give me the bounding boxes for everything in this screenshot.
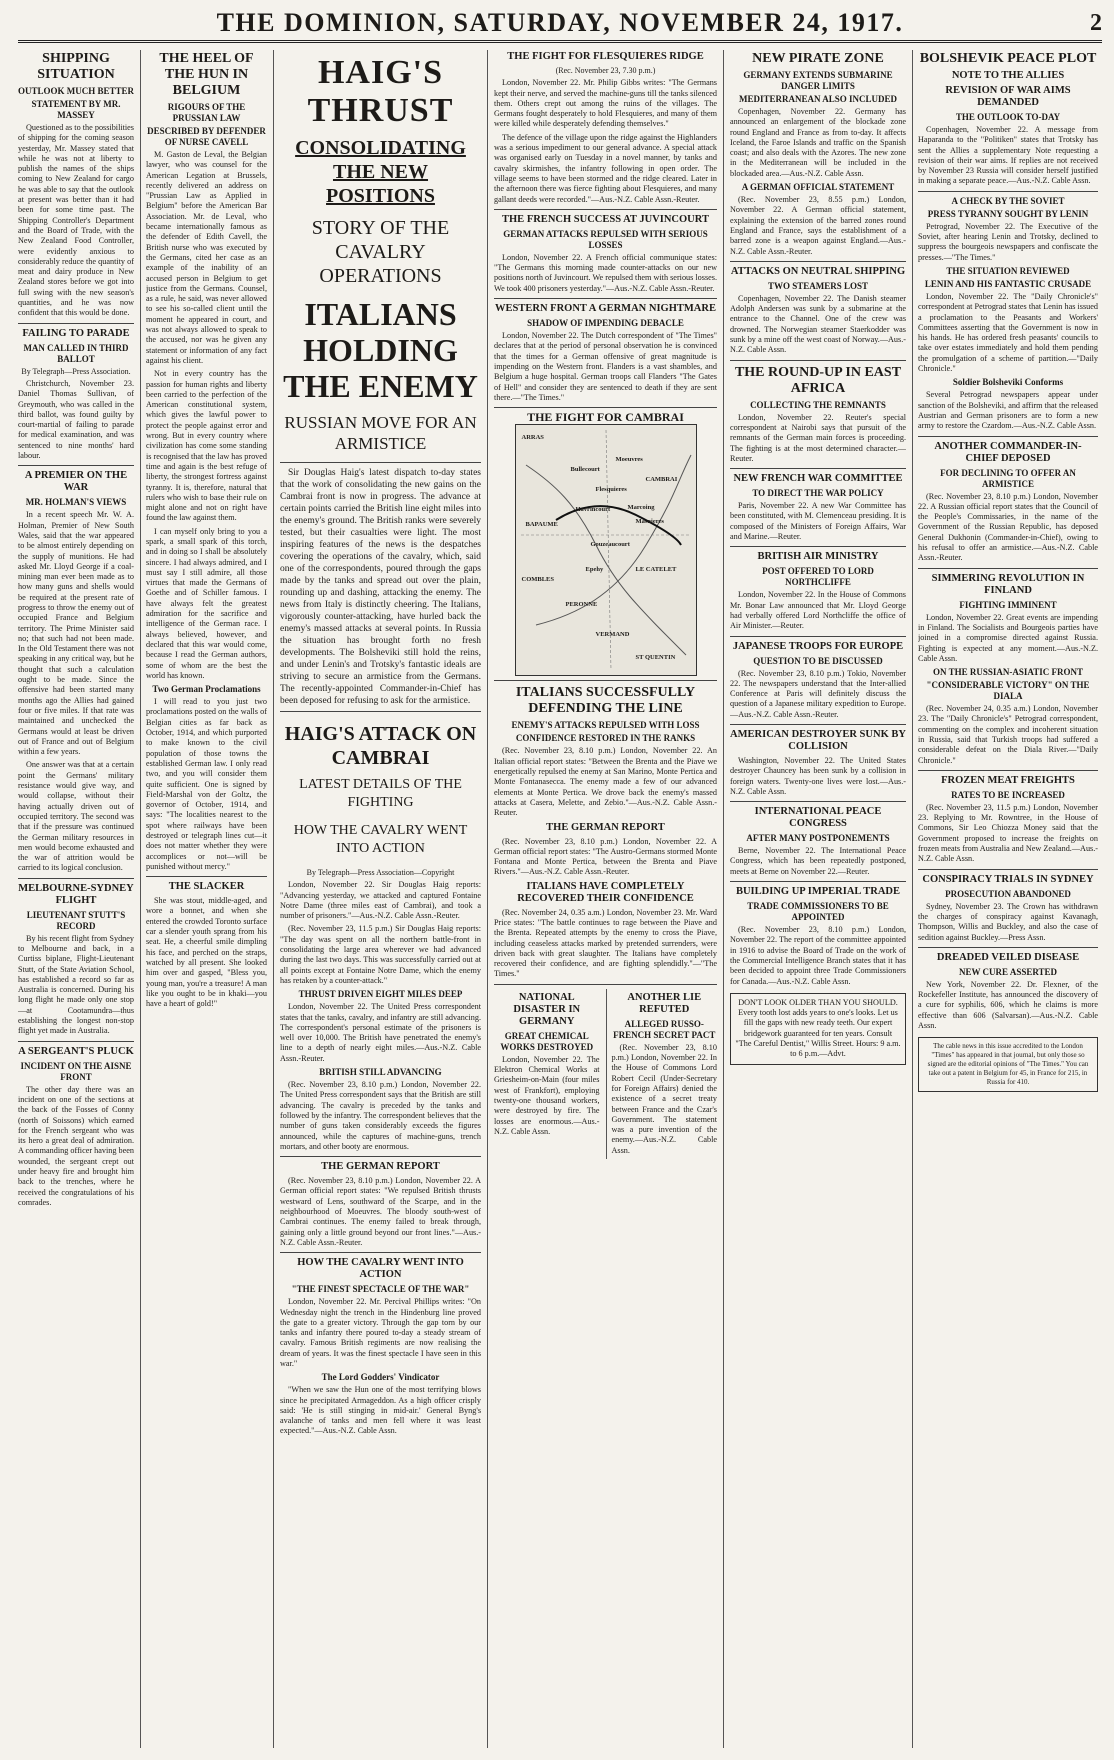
divider — [730, 636, 906, 637]
headline: JAPANESE TROOPS FOR EUROPE — [732, 640, 904, 652]
section-heading: Two German Proclamations — [152, 684, 261, 695]
article-text: I will read to you just two proclamations posted on the walls of Belgian cities as far back as October, 1914, and which purported to make known to the civil population of those towns the established German law. I only read two, and you will consider them quite sufficient. One is signed by Field-Marshal von der Goltz, the governor of October, 1914, and says: "The localities nearest to the spot where railways have been destroyed or telegraph lines cut—it does not matter whether they were accomplices or not—will be punished without mercy." — [146, 697, 267, 871]
subheadline: FOR DECLINING TO OFFER AN ARMISTICE — [940, 467, 1076, 489]
article-text: Copenhagen, November 22. A message from Haparanda to the "Politiken" states that Trotsky has sent the Allies a supplementary Note requesting a revision of their war aims. If replies are not received by November 23 Russia will consider herself justified in making a separate peace.—Aus.-N.Z. Cable Assn. — [918, 125, 1098, 186]
notice-box: The cable news in this issue accredited to the London "Times" has appeared in that journal, but only those so signed are the editorial opinions of "The Times." You can take out a patent in Belgium for 45, in France for 215, in Russia for 410. — [918, 1037, 1098, 1092]
article-text: London, November 22. Mr. Percival Phillips writes: "On Wednesday night the trench in the Hindenburg line proved the gate to a greater victory. Through the gap torn by our tanks and infantry there poured to-day a steady stream of cavalry. Famous British regiments are now realising the dream of years. It was the finest spectacle I have seen in this war." — [280, 1297, 481, 1368]
section-heading: The Lord Godders' Vindicator — [321, 1372, 440, 1383]
article-text: London, November 22. A French official communique states: "The Germans this morning made counter-attacks on our new positions north of Juvincourt. We repulsed them with serious losses. We took 400 prisoners yesterday."—Aus.-N.Z. Cable Assn.-Reuter. — [494, 252, 717, 293]
subheadline: QUESTION TO BE DISCUSSED — [753, 655, 883, 666]
headline: CONSPIRACY TRIALS IN SYDNEY — [922, 873, 1094, 885]
column-3 — [280, 48, 481, 1748]
article-text: (Rec. November 23, 8.10 p.m.) Tokio, November 22. The newspapers understand that the Inter-allied Conference at Paris will definitely discuss the question of a Japanese military expedition to Europe.—Aus.-N.Z. Cable Assn.-Reuter. — [730, 668, 906, 719]
subheadline: PRESS TYRANNY SOUGHT BY LENIN — [927, 208, 1089, 219]
article-text: Copenhagen, November 22. Germany has announced an enlargement of the blockade zone round England and France as from to-day. It affects Iceland, the Faroe Islands and traffic on the Spanish coast; and also deals with the Azores. The new zone in the Mediterranean will be included in the blockaded area.—Aus.-N.Z. Cable Assn. — [730, 107, 906, 178]
article-text: (Rec. November 23, 8.10 p.m.) London, November 22. An Italian official report states: "Between the Brenta and the Piave we energetically repulsed the enemy at San Marino, Monte Pertica and Monte Fontanasecca. The enemy made a few of our advanced elements at Monte Pertica. We drove back the enemy's massed attacks at Casera, Melette, and Zebio."—Aus.-N.Z. Cable Assn.-Reuter. — [494, 746, 717, 818]
article-text: Sydney, November 23. The Crown has withdrawn the charges of conspiracy against Kavanagh, Thompson, Willis and Buckley, and also the case of sedition against Buckley.—Press Assn. — [918, 901, 1098, 942]
headline: FAILING TO PARADE — [22, 327, 130, 339]
map-town-label: PERONNE — [565, 601, 598, 609]
divider — [730, 546, 906, 547]
subheadline: LENIN AND HIS FANTASTIC CRUSADE — [924, 278, 1092, 289]
map-town-label: Flesquieres — [595, 486, 627, 494]
column-2 — [146, 48, 267, 1748]
divider — [918, 436, 1098, 437]
subheadline: MAN CALLED IN THIRD BALLOT — [23, 342, 129, 364]
article-block — [494, 989, 600, 1159]
headline: DREADED VEILED DISEASE — [936, 951, 1080, 963]
subheadline: GREAT CHEMICAL WORKS DESTROYED — [500, 1030, 594, 1052]
headline: FROZEN MEAT FREIGHTS — [941, 774, 1075, 786]
subheadline: STATEMENT BY MR. MASSEY — [31, 99, 121, 120]
article-text: In a recent speech Mr. W. A. Holman, Premier of New South Wales, said that the war appeared to be almost entirely depending on the supply of munitions. He had asked Mr. Lloyd George if a coal-mining man ever been made as to how many guns and shells would be required at the present rate of progress to throw the enemy out of occupied France and Belgium territory. The Prime Minister said no; that such had not been made. In the Old Testament there was not speaking in any critical way, but he thought that such a calculation ought to be made. Since the offensive had been started many months ago the Allies had gained four or five miles. If that rate was maintained and unchecked the Germans would at least be driven out of France and out of Belgium within a few years. — [18, 510, 134, 757]
headline: A PREMIER ON THE WAR — [24, 470, 128, 494]
lead-paragraph: Sir Douglas Haig's latest dispatch to-day states that the work of consolidating the new gains on the Cambrai front is now in progress. The advance at certain points carried the British line eight miles into the enemy's ground. The British ranks were severely tested, but their casualties were light. The most inspiring features of the news is the despatches covering the operations of the cavalry, which, said one of the correspondents, poured through the gaps made by the tanks and spread out over the plain, rounding up and dashing, attacking the enemy. The news from Italy is distinctly cheering. The Italians, vigorously counter-attacking, have hurled back the enemy's massed attacks at several points. In Russia the situation has brought forth no fresh developments. The Bolsheviki still hold the reins, and under Lenin's and Trotsky's fantastic ideals are striving to secure an armistice from the Germans. The recently-appointed Commander-in-Chief has been deposed for refusing to ask for the armistice. — [280, 468, 481, 706]
subheadline: NOTE TO THE ALLIES — [951, 70, 1065, 81]
subheadline: "CONSIDERABLE VICTORY" ON THE DIALA — [926, 680, 1090, 702]
divider — [730, 261, 906, 262]
section-heading: A GERMAN OFFICIAL STATEMENT — [741, 182, 895, 193]
column-rule — [140, 50, 141, 1748]
article-text: Christchurch, November 23. Daniel Thomas Sullivan, of Greymouth, who was called in the third ballot, was found guilty by court-martial of failing to parade for medical examination, and was sentenced to nine months' hard labour. — [18, 378, 134, 461]
article-text: The defence of the village upon the ridge against the Highlanders was a serious impediment to our general advance. A special attack was organised early on Tuesday in a novel manner, by tanks and cavalry skirmishes, the infantry following in open order. The village seems to have been stormed and the ridge cleared. Later in the afternoon there was fierce fighting about Flesquieres, and many gallant deeds were recorded."—Aus.-N.Z. Cable Assn.-Reuter. — [494, 132, 717, 204]
subheadline: CONFIDENCE RESTORED IN THE RANKS — [515, 733, 696, 744]
credit: By Telegraph—Press Association. — [21, 366, 131, 376]
subheadline: MEDITERRANEAN ALSO INCLUDED — [738, 94, 898, 104]
article-text: London, November 22. Sir Douglas Haig reports: "Advancing yesterday, we attacked and captured Fontaine Notre Dame (three miles east of Cambrai), and took a number of prisoners."—Aus.-N.Z. Cable Assn.-Reuter. — [280, 880, 481, 921]
subheadline: HOW THE CAVALRY WENT INTO ACTION — [293, 823, 468, 856]
article-block — [606, 989, 718, 1159]
subheadline: TRADE COMMISSIONERS TO BE APPOINTED — [747, 901, 889, 923]
headline: A SERGEANT'S PLUCK — [18, 1045, 134, 1057]
headline: THE FRENCH SUCCESS AT JUVINCOURT — [502, 213, 709, 225]
divider — [18, 465, 134, 466]
article-text: (Rec. November 23, 8.10 p.m.) London, November 22. A Russian official report states that the Council of the People's Commissaries, in the name of the Government of the Russian Republic, has deposed General Dukhonin (Commander-in-Chief), owing to his refusal to offer an armistice.—Aus.-N.Z. Cable Assn.-Reuter. — [918, 491, 1098, 563]
subheadline: RATES TO BE INCREASED — [951, 789, 1065, 800]
article-text: "When we saw the Hun one of the most terrifying blows since he precipitated Armageddon. As a high officer crisply said: 'He is still stinging in mid-air.' General Byng's avalanche of tanks and men fell where it was least expected."—Aus.-N.Z. Cable Assn. — [280, 1385, 481, 1436]
map-town-label: CAMBRAI — [645, 476, 678, 484]
divider — [730, 360, 906, 361]
column-4 — [494, 48, 717, 1748]
article-text: London, November 22. The United Press correspondent states that the tanks, cavalry, and infantry are still advancing. The correspondent's personal estimate of the prisoners is well over 10,000. The British have penetrated the enemy's line to a depth of nearly eight miles.—Aus.-N.Z. Cable Assn.-Reuter. — [280, 1002, 481, 1063]
divider — [18, 323, 134, 324]
subheadline: AFTER MANY POSTPONEMENTS — [746, 833, 890, 844]
article-text: I can myself only bring to you a spark, a small spark of this torch, and in doing so I shall be absolutely sincere. I had always admired, and I must say I still admire, all those virtues that made the Germans of Goethe and of Schiller famous. I have always felt the greatest admiration for the sacrifice and intelligence of the German race. I always believed, however, and declared that this war would come, because I read the German authors, some of whom are the best the world has known. — [146, 526, 267, 680]
map-town-label: Bullecourt — [570, 466, 600, 474]
subheadline: GERMAN ATTACKS REPULSED WITH SERIOUS LOSSES — [503, 228, 708, 250]
headline: ANOTHER COMMANDER-IN-CHIEF DEPOSED — [934, 440, 1082, 464]
timestamp: (Rec. November 23, 7.30 p.m.) — [555, 66, 656, 75]
headline: BOLSHEVIK PEACE PLOT — [919, 51, 1097, 66]
divider — [918, 568, 1098, 569]
subheadline: "THE FINEST SPECTACLE OF THE WAR" — [291, 1284, 470, 1295]
headline: BRITISH AIR MINISTRY — [757, 551, 879, 563]
divider — [280, 1156, 481, 1157]
subheadline: INCIDENT ON THE AISNE FRONT — [20, 1060, 132, 1082]
section-heading: THE SITUATION REVIEWED — [946, 265, 1070, 276]
map-town-label: Epehy — [585, 566, 604, 574]
subheadline: THE OUTLOOK TO-DAY — [955, 112, 1061, 122]
column-6 — [918, 48, 1098, 1748]
divider — [18, 878, 134, 879]
article-text: London, November 22. Mr. Philip Gibbs writes: "The Germans kept their nerve, and served the machine-guns till the tanks silenced them. Others crept out among the ruins of the villages. The Germans fought desperately to hold Flesquieres, and many of them were killed while desperately defending themselves." — [494, 78, 717, 129]
map-town-label: Moeuvres — [615, 456, 643, 464]
divider — [494, 407, 717, 408]
headline: NEW PIRATE ZONE — [752, 51, 884, 66]
bottom-articles — [494, 989, 717, 1159]
map-town-label: LE CATELET — [635, 566, 677, 574]
headline: THE GERMAN REPORT — [321, 1161, 440, 1173]
article-text: Several Petrograd newspapers appear under sanction of the Bolsheviki, and affirm that the released Austrian and German prisoners are to form a new army to restore the Czardom.—Aus.-N.Z. Cable Assn. — [918, 390, 1098, 431]
section-heading: Soldier Bolsheviki Conforms — [952, 377, 1064, 388]
divider — [494, 984, 717, 985]
column-rule — [487, 50, 488, 1748]
subheadline: POST OFFERED TO LORD NORTHCLIFFE — [762, 566, 874, 588]
divider — [494, 209, 717, 210]
column-5 — [730, 48, 906, 1748]
headline: SHIPPING SITUATION — [37, 51, 115, 82]
map-town-label: Masnieres — [635, 518, 664, 526]
divider — [280, 1252, 481, 1253]
headline: SIMMERING REVOLUTION IN FINLAND — [931, 572, 1085, 596]
headline: NEW FRENCH WAR COMMITTEE — [733, 473, 903, 485]
divider — [146, 876, 267, 877]
column-rule — [912, 50, 913, 1748]
article-text: Not in every country has the passion for human rights and liberty been carried to the perfection of the American constitutional system, which gives the lawful power to protect the people against error and wrong. But in every country where civilization has come some standing is recognised that the law has proved time and again is the best refuge of liberty, the strongest fortress against tyranny. It is, therefore, natural that rulers who wish to base their rule on might alone and not on right have found the law against them. — [146, 369, 267, 523]
divider — [18, 1041, 134, 1042]
section-heading: ON THE RUSSIAN-ASIATIC FRONT — [933, 667, 1083, 678]
subheadline: OUTLOOK MUCH BETTER — [18, 86, 134, 96]
headline: THE FIGHT FOR FLESQUIERES RIDGE — [507, 51, 704, 62]
subheadline: REVISION OF WAR AIMS DEMANDED — [945, 85, 1071, 108]
subheadline: TO DIRECT THE WAR POLICY — [752, 488, 884, 499]
article-text: Paris, November 22. A new War Committee has been constituted, with M. Clemenceau presiding. It is composed of the Ministers of Foreign Affairs, War and Marine.—Reuter. — [730, 501, 906, 542]
article-text: Berne, November 22. The International Peace Congress, which has been repeatedly postponed, meets at Berne on November 22.—Reuter. — [730, 846, 906, 876]
article-text: Questioned as to the possibilities of shipping for the coming season yesterday, Mr. Massey stated that while he was not at liberty to publish the names of the ships coming to New Zealand for cargo he was able to say that the outlook at present was better than it had been for some time past. The Shipping Controller's Department and the Board of Trade, with the New Zealand Food Controller, were evidently anxious to considerably reduce the quantity of meat and dairy produce in New Zealand stores before we got into full swing with the new season's quantities, and he was now confident that this would be done. — [18, 123, 134, 318]
subheadline: DESCRIBED BY DEFENDER OF NURSE CAVELL — [147, 126, 266, 147]
article-text: Petrograd, November 22. The Executive of the Soviet, after hearing Lenin and Trotsky, declined to suppress the bourgeois newspapers and confiscate the presses.—"The Times." — [918, 221, 1098, 262]
headline: MELBOURNE-SYDNEY FLIGHT — [18, 882, 134, 906]
subheadline: ALLEGED RUSSO-FRENCH SECRET PACT — [613, 1018, 716, 1040]
map-town-label: COMBLES — [521, 576, 555, 584]
map-town-label: Gouzeaucourt — [590, 541, 630, 549]
article-text: (Rec. November 23, 8.10 p.m.) London, November 22. The report of the committee appointed in 1916 to advise the Board of Trade on the work of the Commercial Intelligence Branch states that it has been decided to appoint three Trade Commissioners for Canada.—Aus.-N.Z. Cable Assn. — [730, 925, 906, 986]
article-text: London, November 22. The Elektron Chemical Works at Griesheim-on-Main (four miles west of Frankfort), employing twenty-one thousand workers, were destroyed by fire. The losses are enormous.—Aus.-N.Z. Cable Assn. — [494, 1054, 600, 1136]
article-text: (Rec. November 23, 11.5 p.m.) London, November 23. Replying to Mr. Rowntree, in the House of Commons, Sir Leo Chiozza Money said that the Government proposed to increase the freights on frozen meats from Australia and New Zealand.—Aus.-N.Z. Cable Assn. — [918, 802, 1098, 864]
divider — [730, 881, 906, 882]
article-text: She was stout, middle-aged, and wore a bonnet, and when she entered the crowded Toronto surface car a slender youth sprang from his seat. He, a cheerful smile dimpling his face, and perched on the straps, watched by all present. She looked him over and gasped, "Bless you, young man, you're a treasure! A man like you ought to be in khaki—you have a heart of gold!" — [146, 896, 267, 1009]
map-town-label: BAPAUME — [525, 521, 558, 529]
headline: HOW THE CAVALRY WENT INTO ACTION — [297, 1257, 464, 1281]
map-title: THE FIGHT FOR CAMBRAI — [527, 410, 684, 425]
headline: ANOTHER LIE REFUTED — [627, 991, 702, 1015]
subheadline: LATEST DETAILS OF THE FIGHTING — [299, 777, 462, 810]
map-town-label: ST QUENTIN — [635, 654, 676, 662]
divider — [918, 191, 1098, 192]
article-text: (Rec. November 23, 8.55 p.m.) London, November 22. A German official statement, explaining the extension of the barred zones round England and France, says the establishment of a barred zone is a weapon against England.—Aus.-N.Z. Cable Assn.-Reuter. — [730, 195, 906, 256]
headline: HAIG'S ATTACK ON CAMBRAI — [284, 723, 477, 769]
article-text: (Rec. November 23, 8.10 p.m.) London, November 22. A German official report states: "The Austro-Germans stormed Monte Fontana and Monte Pertica, between the Brenta and Piave Rivers."—Aus.-N.Z. Cable Assn.-Reuter. — [494, 836, 717, 877]
subheadline: TWO STEAMERS LOST — [767, 280, 869, 291]
article-text: New York, November 22. Dr. Flexner, of the Rockefeller Institute, has announced the discovery of a cure for syphilis, 606, which he claims is more effective than 606 (Salvarsan).—Aus.-N.Z. Cable Assn. — [918, 979, 1098, 1031]
divider — [730, 801, 906, 802]
article-text: M. Gaston de Leval, the Belgian lawyer, who was counsel for the American Legation at Brussels, recently delivered an address on "Prussian Law as Applied in Belgium" before the American Bar Association. Mr. de Leval, who became internationally famous as the defender of Edith Cavell, the British nurse who was executed by the Germans, cited her case as an example of the inability of an accused person in Belgium to get justice from the Germans. Counsel, as a rule, he said, was never allowed to see his so-called client until the moment he appeared in court, and was not always allowed to speak to the accused, nor was he given any statement or information of any fact against his client. — [146, 150, 267, 365]
subheadline: ENEMY'S ATTACKS REPULSED WITH LOSS — [511, 720, 700, 731]
column-1 — [18, 48, 134, 1748]
article-text: London, November 22. Great events are impending in Finland. The Socialists and Bourgeois parties have joined in a compromise directed against Russia. Fighting is expected at any moment.—Aus.-N.Z. Cable Assn. — [918, 612, 1098, 663]
headline: THE GERMAN REPORT — [546, 821, 665, 833]
divider — [280, 462, 481, 463]
masthead — [18, 6, 1102, 43]
headline: BUILDING UP IMPERIAL TRADE — [735, 886, 901, 898]
masthead-title: THE DOMINION, SATURDAY, NOVEMBER 24, 1917. — [216, 8, 904, 37]
subheadline: NEW CURE ASSERTED — [958, 966, 1058, 977]
subheadline: FIGHTING IMMINENT — [959, 599, 1057, 610]
page-number: 2 — [1090, 9, 1102, 36]
article-text: London, November 22. In the House of Commons Mr. Bonar Law announced that Mr. Lloyd George had verbally offered Lord Northcliffe the office of Air Minister.—Reuter. — [730, 590, 906, 631]
headline: ITALIANS SUCCESSFULLY DEFENDING THE LINE — [515, 685, 696, 717]
article-text: The other day there was an incident on one of the sections at the back of the Fosses of Conny (north of Soissons) which earned for the French sergeant who was its hero a great deal of admiration. A commanding officer having been wounded, the sergeant crept out under heavy fire and brought him back to the trenches, where he received the congratulations of his comrades. — [18, 1084, 134, 1207]
headline: NATIONAL DISASTER IN GERMANY — [513, 991, 581, 1027]
divider — [918, 770, 1098, 771]
headline: WESTERN FRONT A GERMAN NIGHTMARE — [495, 303, 716, 315]
divider — [730, 724, 906, 725]
headline: ATTACKS ON NEUTRAL SHIPPING — [730, 265, 906, 277]
article-text: Copenhagen, November 22. The Danish steamer Adolph Andersen was sunk by a submarine at the entrance to the Channel. One of the crew was drowned. The Norwegian steamer Staerkodder was sunk by a mine off the west coast of Norway.—Aus.-N.Z. Cable Assn. — [730, 293, 906, 355]
divider — [280, 711, 481, 712]
article-text: London, November 22. Reuter's special correspondent at Nairobi says that pursuit of the remnants of the German main forces is proceeding. The fighting is at the most determined character.—Reuter. — [730, 412, 906, 463]
cambrai-map — [515, 424, 697, 676]
column-rule — [273, 50, 274, 1748]
advertisement: DON'T LOOK OLDER THAN YOU SHOULD. Every tooth lost adds years to one's looks. Let us fill the gaps with new ready teeth. Our expert bridgework guaranteed for ten years. Consult "The Careful Dentist," Willis Street. Hours: 9 a.m. to 6 p.m.—Advt. — [730, 993, 906, 1065]
headline: INTERNATIONAL PEACE CONGRESS — [754, 806, 882, 830]
article-text: By his recent flight from Sydney to Melbourne and back, in a Curtiss biplane, Flight-Lieutenant Stutt, of the State Aviation School, has established a record so far as Australia is concerned. During his long flight he made only one stop—at Cootamundra—thus establishing the longest non-stop flight yet made in Australia. — [18, 933, 134, 1036]
credit: By Telegraph—Press Association—Copyright — [306, 868, 455, 877]
main-headline: HAIG'S THRUST — [307, 54, 454, 129]
subheadline: MR. HOLMAN'S VIEWS — [25, 497, 127, 508]
subheadline: COLLECTING THE REMNANTS — [750, 399, 886, 410]
section-heading: A CHECK BY THE SOVIET — [951, 195, 1065, 206]
article-text: (Rec. November 23, 8.10 p.m.) London, November 22. The United Press correspondent says that the British are still advancing. The cavalry is preceded by the tanks and followed by the infantry. The correspondent believes that the number of guns taken considerably exceeds the figures announced, while the captures of machine-guns, trench mortars, and other booty are enormous. — [280, 1080, 481, 1151]
headline: ITALIANS HAVE COMPLETELY RECOVERED THEIR CONFIDENCE — [517, 880, 694, 904]
subheadline: SHADOW OF IMPENDING DEBACLE — [527, 318, 684, 329]
divider — [494, 298, 717, 299]
subheadline: LIEUTENANT STUTT'S RECORD — [26, 909, 126, 931]
headline: AMERICAN DESTROYER SUNK BY COLLISION — [730, 728, 906, 752]
headline: THE HEEL OF THE HUN IN BELGIUM — [159, 51, 254, 98]
divider — [918, 869, 1098, 870]
main-subheadline: RUSSIAN MOVE FOR AN ARMISTICE — [284, 413, 477, 453]
divider — [918, 947, 1098, 948]
article-text: (Rec. November 23, 8.10 p.m.) London, November 22. In the House of Commons Lord Robert Cecil (Under-Secretary for Foreign Affairs) denied the existence of a secret treaty between France and the Czar's Government. The statement was a pure invention of the enemy.—Aus.-N.Z. Cable Assn. — [611, 1042, 717, 1155]
headline: THE ROUND-UP IN EAST AFRICA — [734, 364, 902, 396]
subheadline: GERMANY EXTENDS SUBMARINE DANGER LIMITS — [743, 70, 893, 91]
divider — [730, 468, 906, 469]
map-town-label: Havrincourt — [575, 506, 611, 514]
section-heading: THRUST DRIVEN EIGHT MILES DEEP — [298, 989, 463, 1000]
map-town-label: ARRAS — [521, 434, 544, 442]
article-text: Washington, November 22. The United States destroyer Chauncey has been sunk by a collision in foreign waters. Twenty-one lives were lost.—Aus.-N.Z. Cable Assn. — [730, 755, 906, 796]
article-text: (Rec. November 23, 8.10 p.m.) London, November 22. A German official report states: "We repulsed British thrusts westward of Lens, southward of the Scarpe, and in the neighbourhood of Moeuvres. The bloody south-west of Cambrai continues. The enemy failed to break through, gaining only a little ground beyond our front lines."—Aus.-N.Z. Cable Assn.-Reuter. — [280, 1176, 481, 1247]
section-heading: BRITISH STILL ADVANCING — [319, 1067, 442, 1078]
map-town-label: Marcoing — [627, 504, 655, 512]
article-text: (Rec. November 24, 0.35 a.m.) London, November 23. Mr. Ward Price states: "The battle continues to rage between the Piave and the Brenta. Repeated attempts by the enemy to cross the Piave, including ceaseless attacks marked by pretended surrenders, were driven back with great slaughter. The Italians have completely recovered their confidence, and are fighting splendidly."—"The Times." — [494, 907, 717, 979]
column-rule — [723, 50, 724, 1748]
map-town-label: VERMAND — [595, 631, 630, 639]
main-headline: ITALIANS HOLDING THE ENEMY — [283, 296, 478, 404]
subheadline: RIGOURS OF THE PRUSSIAN LAW — [167, 102, 246, 123]
divider — [494, 680, 717, 681]
main-subheadline: STORY OF THE CAVALRY OPERATIONS — [311, 217, 450, 287]
article-text: (Rec. November 24, 0.35 a.m.) London, November 23. The "Daily Chronicle's" Petrograd correspondent, commenting on the complex and incoherent situation in Russia, said that Turkish troops had suffered a considerable defeat on the Diala River.—"Daily Chronicle." — [918, 704, 1098, 765]
main-subheadline: CONSOLIDATING THE NEW POSITIONS — [295, 137, 466, 207]
subheadline: PROSECUTION ABANDONED — [945, 888, 1071, 899]
headline: THE SLACKER — [168, 881, 245, 893]
article-text: (Rec. November 23, 11.5 p.m.) Sir Douglas Haig reports: "The day was spent on all the northern battle-front in consolidating the large area wherever we had advanced during the last two days. This was successfully carried out at all points except at Fontaine Notre Dame, which the enemy has retaken by a counter-attack." — [280, 924, 481, 985]
article-text: London, November 22. The Dutch correspondent of "The Times" declares that at the period of personal observation he is convinced that the times for a German offensive of great magnitude is impending on the Western front. Flanders is a vast shambles, and Belgium a huge hospital. German troops call Flanders "The Gates of Hell" and consider they are sentenced to death if they are sent there.—"The Times." — [494, 331, 717, 402]
article-text: One answer was that at a certain point the Germans' military resistance would give way, and would collapse, without their having actually driven out of occupied territory. The second was that if the pressure was continued the German military resources in men would become exhausted and the war of attrition would be carried to its logical conclusion. — [18, 760, 134, 873]
article-text: London, November 22. The "Daily Chronicle's" correspondent at Petrograd states that Lenin has issued a proclamation to the Peasants and Workers' Committees asserting that the Government is now in his hands. He has ordered fresh peasants' councils to take over estates immediately and hold them pending the promulgation of a scheme of partition.—"Daily Chronicle." — [918, 291, 1098, 374]
